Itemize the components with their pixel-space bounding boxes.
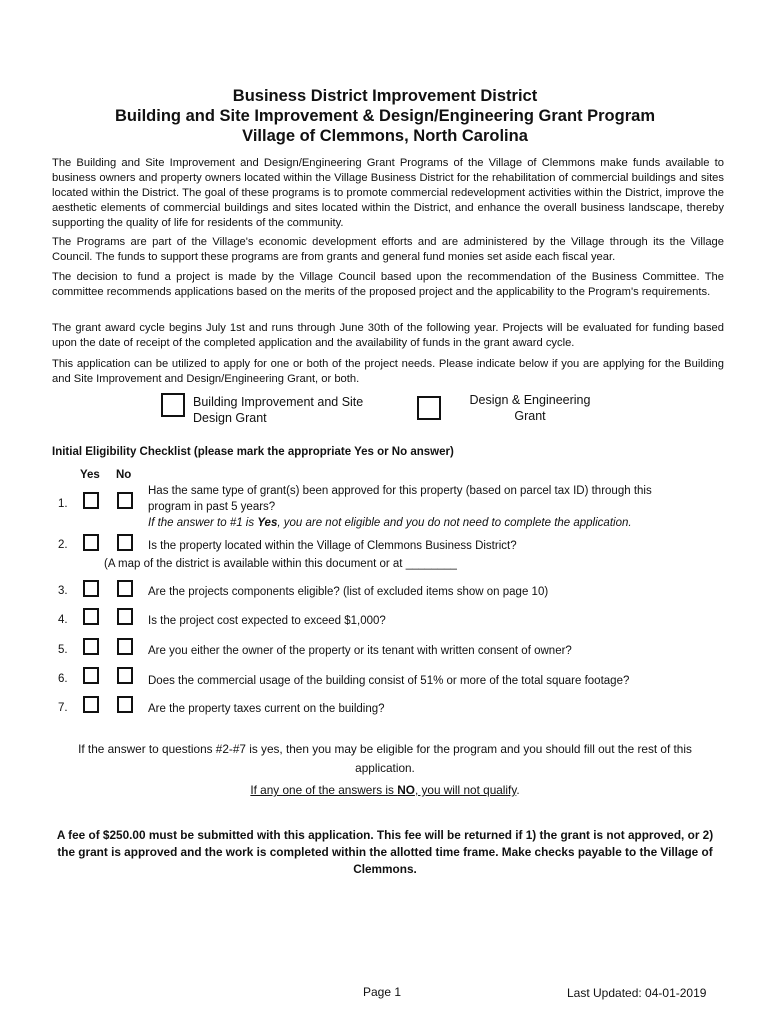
q3-no-checkbox[interactable] xyxy=(117,580,133,597)
question-number: 7. xyxy=(58,702,68,714)
question-number: 5. xyxy=(58,644,68,656)
question-2: Is the property located within the Village of Clemmons Business District? xyxy=(148,540,517,552)
q2-no-checkbox[interactable] xyxy=(117,534,133,551)
eligibility-note: If the answer to questions #2-#7 is yes, then you may be eligible for the program and you should fill out the rest of this application. If any one of the answers is NO, you will not qualify. xyxy=(40,740,730,800)
q1-no-checkbox[interactable] xyxy=(117,492,133,509)
q4-no-checkbox[interactable] xyxy=(117,608,133,625)
q6-no-checkbox[interactable] xyxy=(117,667,133,684)
q7-no-checkbox[interactable] xyxy=(117,696,133,713)
question-1: Has the same type of grant(s) been approved for this property (based on parcel tax ID) through this program in past 5 years? If the answer to #1 is Yes, you are not eligible and you do not need to complete the application. xyxy=(148,483,708,531)
disqualify-note: If any one of the answers is NO, you will not qualify. xyxy=(250,783,520,797)
title-line-3: Village of Clemmons, North Carolina xyxy=(242,127,528,145)
intro-paragraph: The Building and Site Improvement and Design/Engineering Grant Programs of the Village of Clemmons make funds available to business owners and property owners located within the Village Business District for the rehabilitation of commercial buildings and sites located within the District. The goal of these programs is to promote commercial redevelopment activities within the District, improve the aesthetic elements of commercial buildings and sites located within the District, and enhance the overall business landscape, thereby supporting the quality of life for residents of the community. xyxy=(52,157,724,229)
question-2-map-note: (A map of the district is available within this document or at ________ xyxy=(104,558,457,570)
checklist-heading: Initial Eligibility Checklist (please mark the appropriate Yes or No answer) xyxy=(52,446,454,458)
q7-yes-checkbox[interactable] xyxy=(83,696,99,713)
yes-column-header: Yes xyxy=(80,469,100,481)
decision-paragraph: The decision to fund a project is made by the Village Council based upon the recommendation of the Business Committee. The committee recommends applications based on the merits of the proposed project and the applicability to the Program's requirements. xyxy=(52,271,724,298)
question-3: Are the projects components eligible? (list of excluded items show on page 10) xyxy=(148,586,549,598)
q2-yes-checkbox[interactable] xyxy=(83,534,99,551)
q3-yes-checkbox[interactable] xyxy=(83,580,99,597)
building-grant-checkbox[interactable] xyxy=(161,393,185,417)
q5-no-checkbox[interactable] xyxy=(117,638,133,655)
fee-notice: A fee of $250.00 must be submitted with this application. This fee will be returned if 1) the grant is not approved, or 2) the grant is approved and the work is completed within the allotted time frame. Make checks payable to the Village of Clemmons. xyxy=(56,828,714,876)
title-line-2: Building and Site Improvement & Design/Engineering Grant Program xyxy=(115,107,655,125)
question-number: 2. xyxy=(58,539,68,551)
q6-yes-checkbox[interactable] xyxy=(83,667,99,684)
last-updated: Last Updated: 04-01-2019 xyxy=(567,986,707,1000)
question-5: Are you either the owner of the property or its tenant with written consent of owner? xyxy=(148,645,572,657)
question-7: Are the property taxes current on the building? xyxy=(148,703,385,715)
question-number: 4. xyxy=(58,614,68,626)
document-title xyxy=(0,86,770,146)
programs-paragraph: The Programs are part of the Village's economic development efforts and are administered by the Village through its the Village Council. The funds to support these programs are from grants and general fund monies set aside each fiscal year. xyxy=(52,236,724,263)
question-number: 3. xyxy=(58,585,68,597)
building-grant-label: Building Improvement and Site Design Grant xyxy=(193,395,364,425)
title-line-1: Business District Improvement District xyxy=(232,87,538,105)
q5-yes-checkbox[interactable] xyxy=(83,638,99,655)
question-4: Is the project cost expected to exceed $1,000? xyxy=(148,615,386,627)
question-number: 1. xyxy=(58,498,68,510)
application-paragraph: This application can be utilized to apply for one or both of the project needs. Please indicate below if you are applying for the Building and Site Improvement and Design/Engineering Grant, or both. xyxy=(52,358,724,385)
design-grant-checkbox[interactable] xyxy=(417,396,441,420)
q4-yes-checkbox[interactable] xyxy=(83,608,99,625)
q1-yes-checkbox[interactable] xyxy=(83,492,99,509)
no-column-header: No xyxy=(116,469,132,481)
question-number: 6. xyxy=(58,673,68,685)
award-cycle-paragraph: The grant award cycle begins July 1st and runs through June 30th of the following year. Projects will be evaluated for funding based upon the date of receipt of the completed application and the availability of funds in the grant award cycle. xyxy=(52,322,724,349)
design-grant-label: Design & Engineering Grant xyxy=(469,393,591,423)
question-6: Does the commercial usage of the building consist of 51% or more of the total square footage? xyxy=(148,675,630,687)
question-1-note: If the answer to #1 is Yes, you are not eligible and you do not need to complete the application. xyxy=(148,517,632,529)
page-number: Page 1 xyxy=(363,985,402,999)
